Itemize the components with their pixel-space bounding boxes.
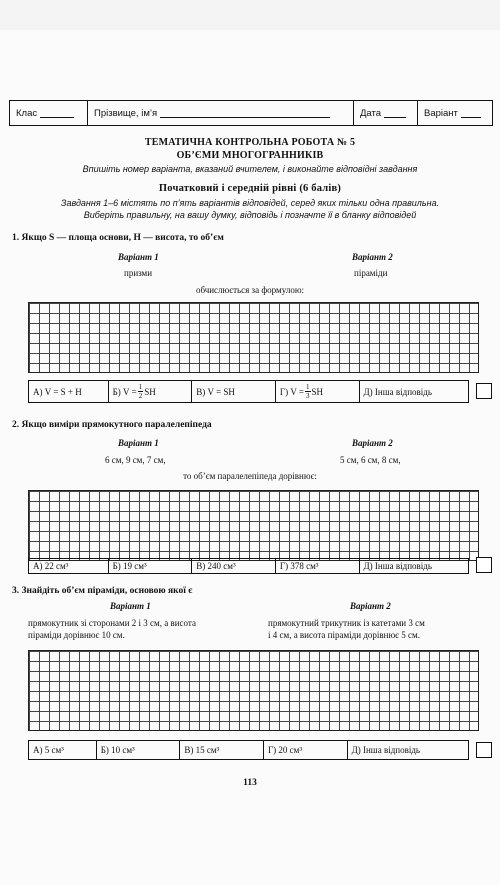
q3-option-c[interactable]: В) 15 см³: [180, 741, 264, 759]
section-instruction-2: Виберіть правильну, на вашу думку, відповідь і позначте її в бланку відповідей: [83, 210, 417, 220]
class-label: Клас: [16, 107, 38, 119]
q3-variant-2-label: Варіант 2: [350, 601, 391, 611]
date-label: Дата: [360, 107, 382, 119]
page-number: 113: [243, 778, 257, 788]
question-1-text: 1. Якщо S — площа основи, H — висота, то об’єм: [12, 233, 224, 243]
section-instruction-1: Завдання 1–6 містять по п’ять варіантів відповідей, серед яких тільки одна правильна.: [60, 198, 440, 208]
class-field[interactable]: [10, 101, 88, 125]
date-field[interactable]: [354, 101, 418, 125]
q3-variant-2-line-1: прямокутний трикутник із катетами 3 см: [268, 618, 425, 628]
q1-work-grid[interactable]: [28, 302, 479, 373]
q1-option-a[interactable]: А) V = S + H: [29, 381, 109, 402]
q2-option-c[interactable]: В) 240 см³: [192, 559, 276, 573]
variant-field[interactable]: [418, 101, 492, 125]
top-bar: [0, 0, 500, 30]
work-instruction: Впишіть номер варіанта, вказаний вчителем, і виконайте відповідні завдання: [82, 164, 418, 174]
q1-variant-2-label: Варіант 2: [352, 252, 393, 262]
q1-option-b[interactable]: [109, 381, 193, 402]
q1-option-c[interactable]: В) V = SH: [192, 381, 276, 402]
q3-variant-2-line-2: і 4 см, а висота піраміди дорівнює 5 см.: [268, 630, 420, 640]
q1-variant-2-text: піраміди: [354, 268, 388, 278]
q3-variant-1-label: Варіант 1: [110, 601, 151, 611]
q2-answer-box[interactable]: [476, 557, 492, 573]
q1-option-e[interactable]: Д) Інша відповідь: [363, 386, 432, 397]
work-title: ТЕМАТИЧНА КОНТРОЛЬНА РОБОТА № 5: [144, 137, 356, 148]
q2-variant-1-text: 6 см, 9 см, 7 см,: [105, 455, 166, 465]
q1-option-b-prefix: Б) V =: [112, 386, 137, 397]
q2-work-grid[interactable]: [28, 490, 479, 561]
q1-option-d-prefix: Г) V =: [279, 386, 305, 397]
q1-variant-1-label: Варіант 1: [118, 252, 159, 262]
work-subtitle: ОБ’ЄМИ МНОГОГРАННИКІВ: [176, 150, 324, 161]
variant-label: Варіант: [424, 107, 458, 119]
student-info-header: [9, 100, 493, 126]
name-label: Прізвище, ім’я: [94, 107, 158, 119]
q3-work-grid[interactable]: [28, 650, 479, 731]
q2-option-d[interactable]: Г) 378 см³: [276, 559, 360, 573]
q2-option-e[interactable]: Д) Інша відповідь: [363, 561, 432, 571]
question-2-text: 2. Якщо виміри прямокутного паралелепіпеда: [12, 420, 212, 430]
q3-option-a[interactable]: А) 5 см³: [29, 741, 97, 759]
q1-answer-box[interactable]: [476, 383, 492, 399]
q2-option-b[interactable]: Б) 19 см³: [109, 559, 193, 573]
q3-variant-1-line-2: піраміди дорівнює 10 см.: [28, 630, 125, 640]
q1-answer-options: [28, 380, 469, 403]
q2-variant-2-label: Варіант 2: [352, 438, 393, 448]
section-title: Початковий і середній рівні (6 балів): [158, 183, 342, 194]
q3-option-d[interactable]: Г) 20 см³: [264, 741, 348, 759]
q2-option-a[interactable]: А) 22 см³: [29, 559, 109, 573]
q2-answer-options: [28, 558, 469, 574]
q1-variant-1-text: призми: [124, 268, 153, 278]
q1-formula-text: обчислюється за формулою:: [195, 285, 305, 295]
q1-option-b-suffix: SH: [144, 386, 156, 397]
q3-answer-options: [28, 740, 469, 760]
q1-option-d-suffix: SH: [311, 386, 324, 397]
q3-variant-1-line-1: прямокутник зі сторонами 2 і 3 см, а висота: [28, 618, 196, 628]
q3-answer-box[interactable]: [476, 742, 492, 758]
q1-option-b-fraction: $\frac{1}{2}$: [138, 383, 143, 400]
q2-variant-1-label: Варіант 1: [118, 438, 159, 448]
q3-option-e[interactable]: Д) Інша відповідь: [351, 745, 421, 755]
q1-option-d-fraction: $\frac{1}{3}$: [306, 383, 310, 400]
q1-option-d[interactable]: [276, 381, 360, 402]
q2-volume-text: то об’єм паралелепіпеда дорівнює:: [183, 471, 317, 481]
q2-variant-2-text: 5 см, 6 см, 8 см,: [340, 455, 401, 465]
q3-option-b[interactable]: Б) 10 см³: [97, 741, 181, 759]
question-3-text: 3. Знайдіть об’єм піраміди, основою якої є: [12, 586, 193, 596]
name-field[interactable]: [88, 101, 354, 125]
